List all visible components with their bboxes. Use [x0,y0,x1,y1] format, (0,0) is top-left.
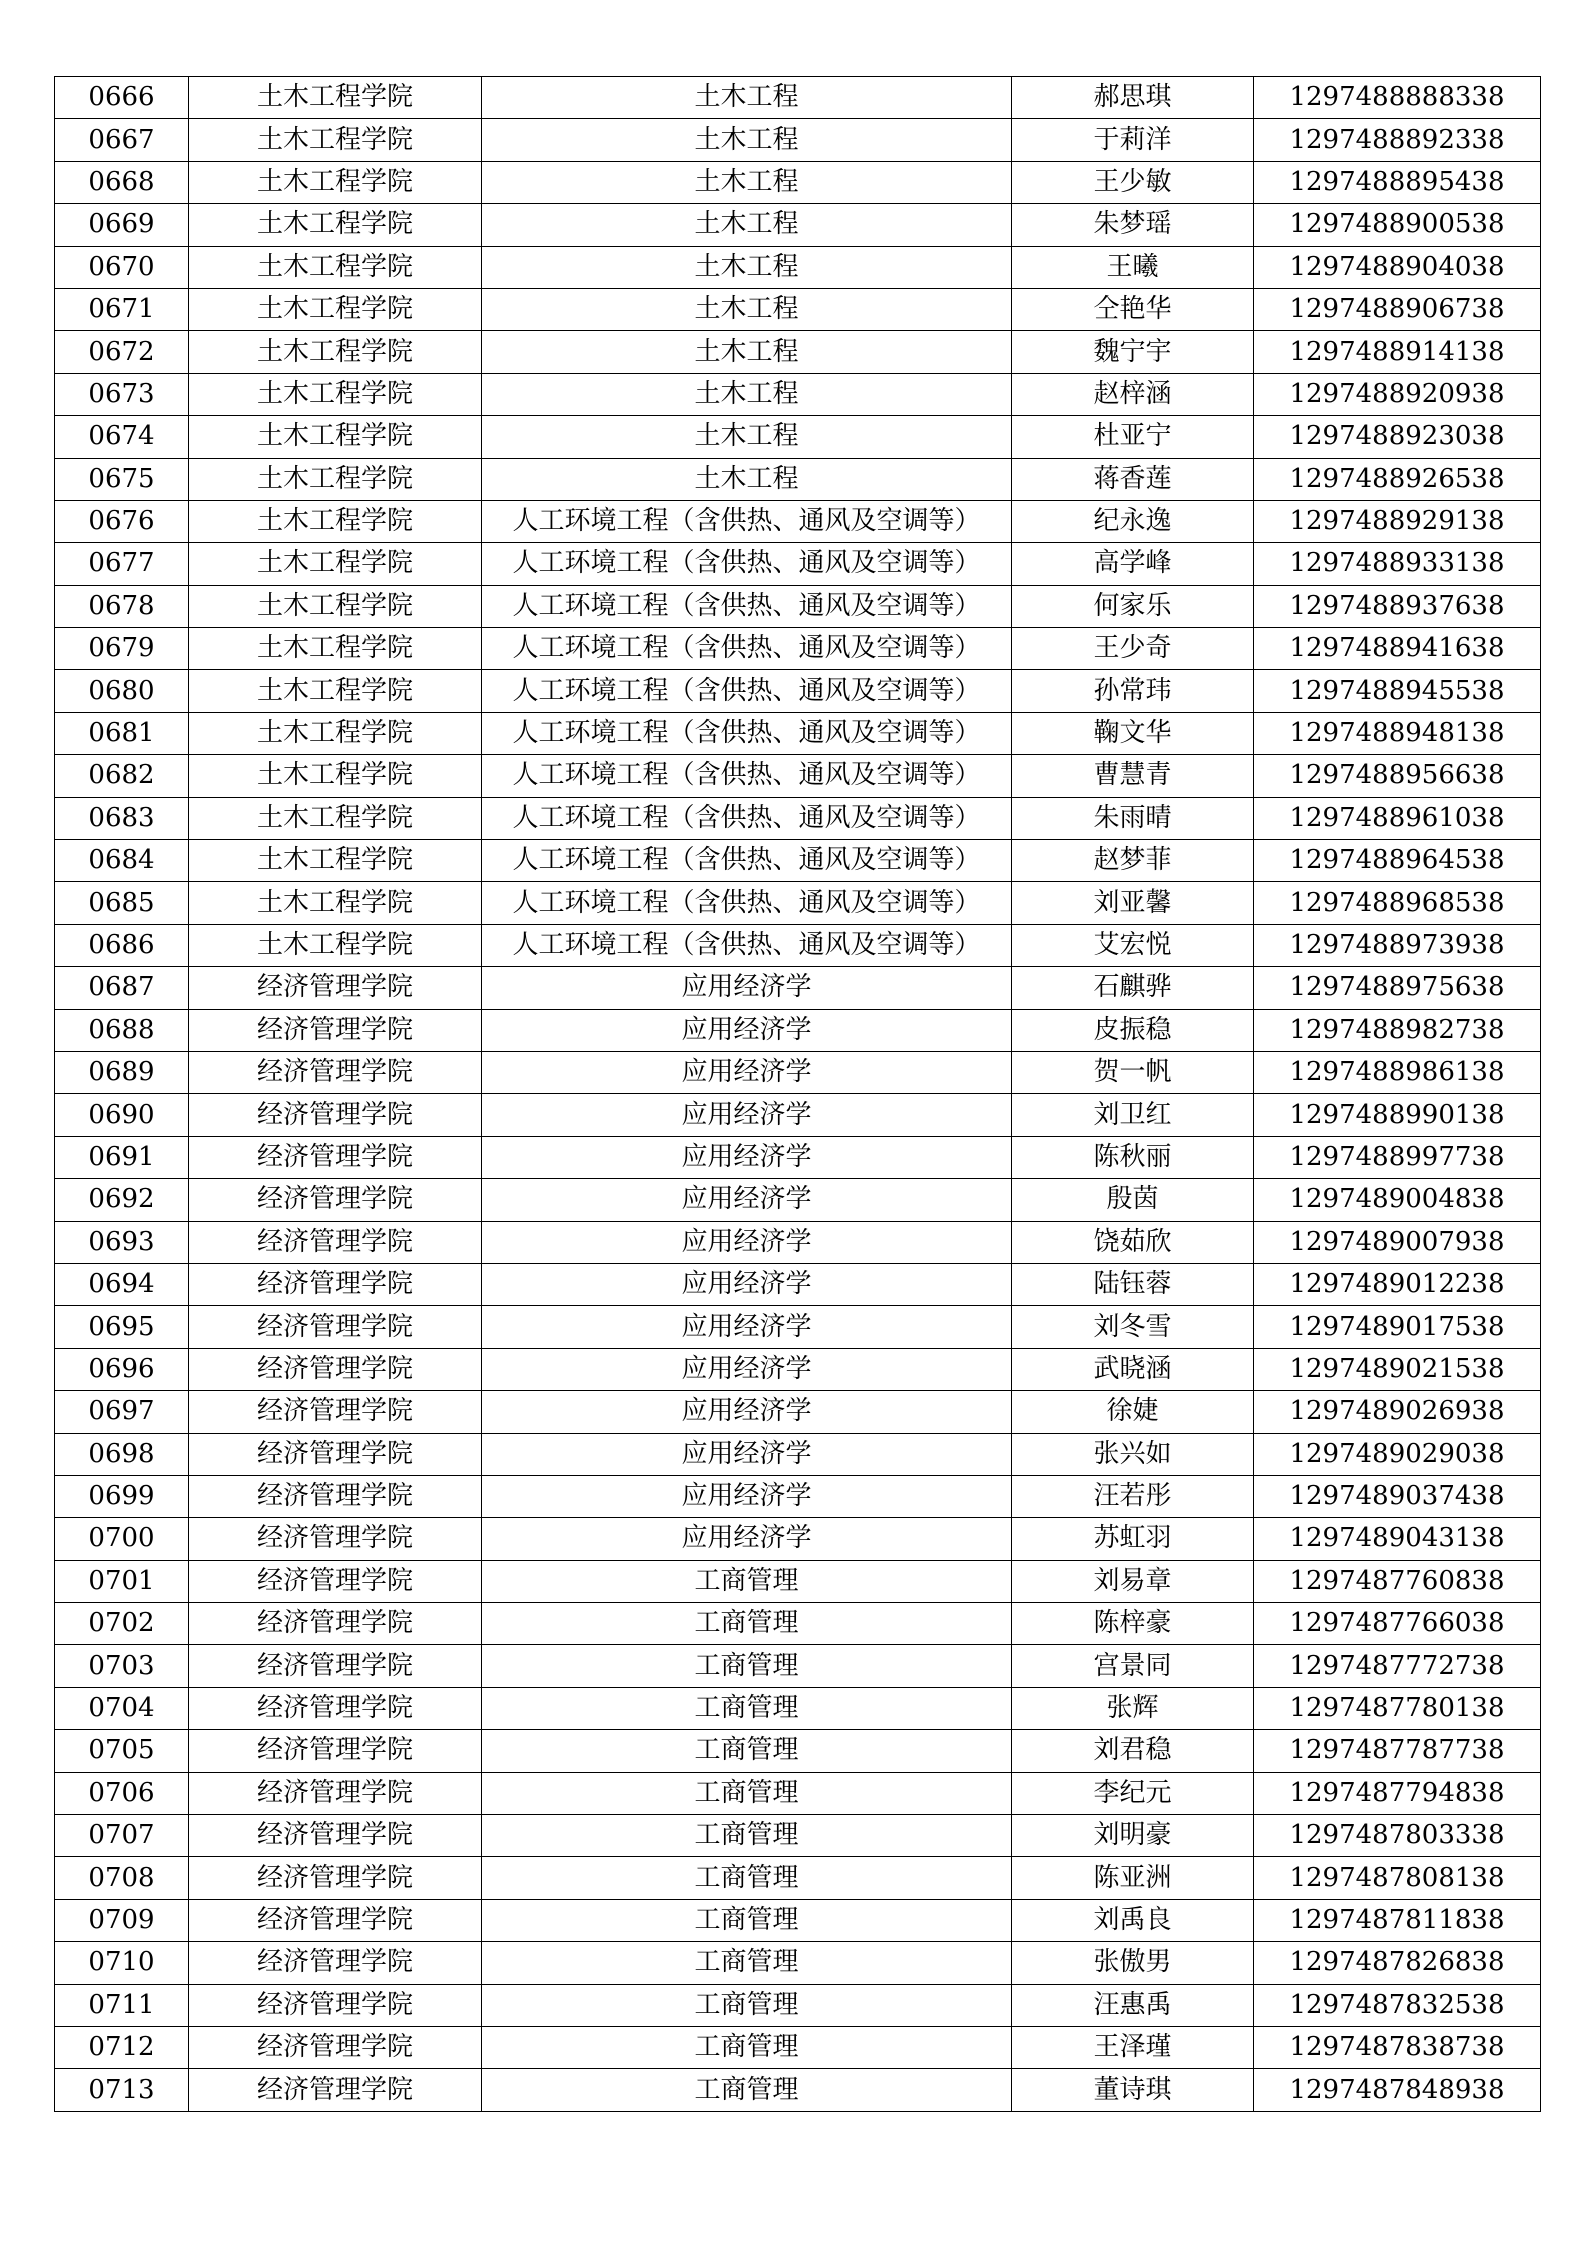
serial-number-cell: 0708 [55,1857,189,1899]
student-name-cell: 鞠文华 [1012,712,1254,754]
serial-number-cell: 0678 [55,585,189,627]
table-row [55,924,1541,966]
serial-number-cell: 0702 [55,1603,189,1645]
student-name-cell: 宫景同 [1012,1645,1254,1687]
table-row [55,670,1541,712]
student-name-cell: 蒋香莲 [1012,458,1254,500]
ticket-number-cell: 1297488892338 [1254,119,1541,161]
serial-number-cell: 0668 [55,161,189,203]
college-cell: 土木工程学院 [189,458,482,500]
table-row [55,1094,1541,1136]
serial-number-cell: 0696 [55,1348,189,1390]
major-cell: 人工环境工程（含供热、通风及空调等） [482,840,1012,882]
serial-number-cell: 0676 [55,500,189,542]
ticket-number-cell: 1297488986138 [1254,1051,1541,1093]
ticket-number-cell: 1297488888338 [1254,77,1541,119]
student-name-cell: 刘卫红 [1012,1094,1254,1136]
table-row [55,458,1541,500]
student-name-cell: 徐婕 [1012,1391,1254,1433]
ticket-number-cell: 1297488945538 [1254,670,1541,712]
table-row [55,1645,1541,1687]
college-cell: 土木工程学院 [189,924,482,966]
college-cell: 经济管理学院 [189,967,482,1009]
student-name-cell: 李纪元 [1012,1772,1254,1814]
college-cell: 经济管理学院 [189,1263,482,1305]
major-cell: 人工环境工程（含供热、通风及空调等） [482,585,1012,627]
ticket-number-cell: 1297488973938 [1254,924,1541,966]
ticket-number-cell: 1297489007938 [1254,1221,1541,1263]
college-cell: 经济管理学院 [189,1942,482,1984]
major-cell: 土木工程 [482,373,1012,415]
college-cell: 土木工程学院 [189,755,482,797]
table-row [55,628,1541,670]
major-cell: 人工环境工程（含供热、通风及空调等） [482,882,1012,924]
ticket-number-cell: 1297488920938 [1254,373,1541,415]
ticket-number-cell: 1297487808138 [1254,1857,1541,1899]
serial-number-cell: 0684 [55,840,189,882]
major-cell: 应用经济学 [482,1391,1012,1433]
student-name-cell: 纪永逸 [1012,500,1254,542]
major-cell: 应用经济学 [482,1348,1012,1390]
table-row [55,967,1541,1009]
major-cell: 应用经济学 [482,1136,1012,1178]
ticket-number-cell: 1297487803338 [1254,1815,1541,1857]
serial-number-cell: 0691 [55,1136,189,1178]
serial-number-cell: 0695 [55,1306,189,1348]
table-row [55,1221,1541,1263]
major-cell: 人工环境工程（含供热、通风及空调等） [482,628,1012,670]
college-cell: 土木工程学院 [189,543,482,585]
table-row [55,1009,1541,1051]
student-name-cell: 刘禹良 [1012,1899,1254,1941]
serial-number-cell: 0675 [55,458,189,500]
college-cell: 土木工程学院 [189,882,482,924]
ticket-number-cell: 1297487838738 [1254,2026,1541,2068]
table-row [55,1518,1541,1560]
serial-number-cell: 0683 [55,797,189,839]
major-cell: 工商管理 [482,1815,1012,1857]
ticket-number-cell: 1297488990138 [1254,1094,1541,1136]
table-row [55,1433,1541,1475]
ticket-number-cell: 1297488933138 [1254,543,1541,585]
table-row [55,1984,1541,2026]
ticket-number-cell: 1297488914138 [1254,331,1541,373]
major-cell: 人工环境工程（含供热、通风及空调等） [482,500,1012,542]
college-cell: 土木工程学院 [189,797,482,839]
major-cell: 工商管理 [482,1560,1012,1602]
table-row [55,1815,1541,1857]
major-cell: 人工环境工程（含供热、通风及空调等） [482,670,1012,712]
student-name-cell: 仝艳华 [1012,288,1254,330]
table-row [55,161,1541,203]
student-name-cell: 皮振稳 [1012,1009,1254,1051]
major-cell: 土木工程 [482,119,1012,161]
student-name-cell: 殷茵 [1012,1179,1254,1221]
table-row [55,1942,1541,1984]
ticket-number-cell: 1297488926538 [1254,458,1541,500]
student-name-cell: 于莉洋 [1012,119,1254,161]
serial-number-cell: 0712 [55,2026,189,2068]
college-cell: 土木工程学院 [189,204,482,246]
college-cell: 经济管理学院 [189,1560,482,1602]
college-cell: 土木工程学院 [189,373,482,415]
table-row [55,1687,1541,1729]
student-name-cell: 魏宁宇 [1012,331,1254,373]
serial-number-cell: 0689 [55,1051,189,1093]
major-cell: 人工环境工程（含供热、通风及空调等） [482,797,1012,839]
major-cell: 工商管理 [482,1687,1012,1729]
serial-number-cell: 0707 [55,1815,189,1857]
college-cell: 经济管理学院 [189,1094,482,1136]
roster-table-body [55,77,1541,2112]
ticket-number-cell: 1297488997738 [1254,1136,1541,1178]
ticket-number-cell: 1297488975638 [1254,967,1541,1009]
college-cell: 经济管理学院 [189,2026,482,2068]
major-cell: 土木工程 [482,77,1012,119]
ticket-number-cell: 1297489043138 [1254,1518,1541,1560]
serial-number-cell: 0704 [55,1687,189,1729]
table-row [55,2026,1541,2068]
college-cell: 经济管理学院 [189,1009,482,1051]
college-cell: 经济管理学院 [189,1857,482,1899]
table-row [55,1772,1541,1814]
ticket-number-cell: 1297487780138 [1254,1687,1541,1729]
student-name-cell: 张辉 [1012,1687,1254,1729]
major-cell: 应用经济学 [482,1009,1012,1051]
student-name-cell: 孙常玮 [1012,670,1254,712]
table-row [55,331,1541,373]
table-row [55,1857,1541,1899]
ticket-number-cell: 1297487772738 [1254,1645,1541,1687]
major-cell: 应用经济学 [482,1094,1012,1136]
college-cell: 经济管理学院 [189,1475,482,1517]
student-name-cell: 张傲男 [1012,1942,1254,1984]
serial-number-cell: 0667 [55,119,189,161]
ticket-number-cell: 1297488941638 [1254,628,1541,670]
college-cell: 土木工程学院 [189,840,482,882]
serial-number-cell: 0686 [55,924,189,966]
major-cell: 土木工程 [482,331,1012,373]
ticket-number-cell: 1297487766038 [1254,1603,1541,1645]
table-row [55,1348,1541,1390]
college-cell: 土木工程学院 [189,77,482,119]
student-name-cell: 刘君稳 [1012,1730,1254,1772]
serial-number-cell: 0681 [55,712,189,754]
table-row [55,797,1541,839]
serial-number-cell: 0709 [55,1899,189,1941]
student-name-cell: 汪若彤 [1012,1475,1254,1517]
major-cell: 工商管理 [482,1899,1012,1941]
table-row [55,1899,1541,1941]
student-name-cell: 赵梓涵 [1012,373,1254,415]
ticket-number-cell: 1297488895438 [1254,161,1541,203]
college-cell: 土木工程学院 [189,712,482,754]
college-cell: 经济管理学院 [189,1306,482,1348]
student-name-cell: 陈梓豪 [1012,1603,1254,1645]
serial-number-cell: 0673 [55,373,189,415]
college-cell: 经济管理学院 [189,1687,482,1729]
college-cell: 经济管理学院 [189,1899,482,1941]
serial-number-cell: 0703 [55,1645,189,1687]
college-cell: 经济管理学院 [189,2069,482,2111]
table-row [55,1179,1541,1221]
table-row [55,755,1541,797]
table-row [55,373,1541,415]
table-row [55,585,1541,627]
serial-number-cell: 0679 [55,628,189,670]
table-row [55,500,1541,542]
college-cell: 土木工程学院 [189,119,482,161]
ticket-number-cell: 1297487832538 [1254,1984,1541,2026]
student-name-cell: 石麒骅 [1012,967,1254,1009]
major-cell: 应用经济学 [482,1518,1012,1560]
ticket-number-cell: 1297488929138 [1254,500,1541,542]
student-name-cell: 王少奇 [1012,628,1254,670]
student-name-cell: 董诗琪 [1012,2069,1254,2111]
college-cell: 土木工程学院 [189,670,482,712]
college-cell: 土木工程学院 [189,331,482,373]
college-cell: 土木工程学院 [189,585,482,627]
college-cell: 经济管理学院 [189,1730,482,1772]
ticket-number-cell: 1297487760838 [1254,1560,1541,1602]
student-name-cell: 朱雨晴 [1012,797,1254,839]
ticket-number-cell: 1297487811838 [1254,1899,1541,1941]
college-cell: 土木工程学院 [189,246,482,288]
college-cell: 经济管理学院 [189,1433,482,1475]
table-row [55,77,1541,119]
college-cell: 经济管理学院 [189,1221,482,1263]
student-name-cell: 刘冬雪 [1012,1306,1254,1348]
ticket-number-cell: 1297488937638 [1254,585,1541,627]
college-cell: 经济管理学院 [189,1603,482,1645]
major-cell: 土木工程 [482,458,1012,500]
major-cell: 土木工程 [482,204,1012,246]
table-row [55,1136,1541,1178]
major-cell: 土木工程 [482,416,1012,458]
serial-number-cell: 0698 [55,1433,189,1475]
serial-number-cell: 0700 [55,1518,189,1560]
serial-number-cell: 0693 [55,1221,189,1263]
table-row [55,246,1541,288]
student-name-cell: 郝思琪 [1012,77,1254,119]
major-cell: 工商管理 [482,1857,1012,1899]
college-cell: 经济管理学院 [189,1136,482,1178]
student-name-cell: 陈亚洲 [1012,1857,1254,1899]
college-cell: 土木工程学院 [189,288,482,330]
major-cell: 工商管理 [482,1730,1012,1772]
student-name-cell: 张兴如 [1012,1433,1254,1475]
serial-number-cell: 0694 [55,1263,189,1305]
table-row [55,416,1541,458]
table-row [55,1306,1541,1348]
ticket-number-cell: 1297487826838 [1254,1942,1541,1984]
serial-number-cell: 0688 [55,1009,189,1051]
serial-number-cell: 0671 [55,288,189,330]
ticket-number-cell: 1297488906738 [1254,288,1541,330]
serial-number-cell: 0690 [55,1094,189,1136]
ticket-number-cell: 1297489004838 [1254,1179,1541,1221]
student-name-cell: 杜亚宁 [1012,416,1254,458]
student-name-cell: 汪惠禹 [1012,1984,1254,2026]
roster-table [54,76,1541,2112]
serial-number-cell: 0677 [55,543,189,585]
student-name-cell: 刘亚馨 [1012,882,1254,924]
major-cell: 人工环境工程（含供热、通风及空调等） [482,755,1012,797]
serial-number-cell: 0699 [55,1475,189,1517]
table-row [55,712,1541,754]
table-row [55,1051,1541,1093]
serial-number-cell: 0670 [55,246,189,288]
student-name-cell: 陆钰蓉 [1012,1263,1254,1305]
major-cell: 土木工程 [482,288,1012,330]
student-name-cell: 王曦 [1012,246,1254,288]
college-cell: 土木工程学院 [189,161,482,203]
serial-number-cell: 0685 [55,882,189,924]
college-cell: 经济管理学院 [189,1518,482,1560]
student-name-cell: 刘易章 [1012,1560,1254,1602]
major-cell: 工商管理 [482,1645,1012,1687]
ticket-number-cell: 1297489021538 [1254,1348,1541,1390]
serial-number-cell: 0710 [55,1942,189,1984]
major-cell: 应用经济学 [482,1051,1012,1093]
ticket-number-cell: 1297489037438 [1254,1475,1541,1517]
major-cell: 土木工程 [482,161,1012,203]
student-name-cell: 刘明豪 [1012,1815,1254,1857]
table-row [55,204,1541,246]
table-row [55,1391,1541,1433]
college-cell: 经济管理学院 [189,1179,482,1221]
serial-number-cell: 0669 [55,204,189,246]
student-name-cell: 朱梦瑶 [1012,204,1254,246]
serial-number-cell: 0705 [55,1730,189,1772]
major-cell: 应用经济学 [482,1179,1012,1221]
student-name-cell: 高学峰 [1012,543,1254,585]
ticket-number-cell: 1297488900538 [1254,204,1541,246]
student-name-cell: 饶茹欣 [1012,1221,1254,1263]
ticket-number-cell: 1297487787738 [1254,1730,1541,1772]
serial-number-cell: 0713 [55,2069,189,2111]
college-cell: 经济管理学院 [189,1815,482,1857]
major-cell: 应用经济学 [482,1263,1012,1305]
college-cell: 土木工程学院 [189,416,482,458]
major-cell: 工商管理 [482,1984,1012,2026]
major-cell: 人工环境工程（含供热、通风及空调等） [482,543,1012,585]
college-cell: 经济管理学院 [189,1391,482,1433]
student-name-cell: 武晓涵 [1012,1348,1254,1390]
college-cell: 土木工程学院 [189,628,482,670]
student-name-cell: 陈秋丽 [1012,1136,1254,1178]
ticket-number-cell: 1297488904038 [1254,246,1541,288]
college-cell: 经济管理学院 [189,1348,482,1390]
major-cell: 工商管理 [482,2069,1012,2111]
major-cell: 人工环境工程（含供热、通风及空调等） [482,712,1012,754]
major-cell: 应用经济学 [482,1475,1012,1517]
table-row [55,543,1541,585]
major-cell: 土木工程 [482,246,1012,288]
serial-number-cell: 0692 [55,1179,189,1221]
serial-number-cell: 0687 [55,967,189,1009]
ticket-number-cell: 1297489029038 [1254,1433,1541,1475]
college-cell: 经济管理学院 [189,1645,482,1687]
ticket-number-cell: 1297488964538 [1254,840,1541,882]
table-row [55,840,1541,882]
table-row [55,1475,1541,1517]
major-cell: 应用经济学 [482,967,1012,1009]
table-row [55,1263,1541,1305]
table-row [55,1603,1541,1645]
table-row [55,1560,1541,1602]
serial-number-cell: 0697 [55,1391,189,1433]
ticket-number-cell: 1297487848938 [1254,2069,1541,2111]
ticket-number-cell: 1297488923038 [1254,416,1541,458]
serial-number-cell: 0682 [55,755,189,797]
major-cell: 应用经济学 [482,1306,1012,1348]
ticket-number-cell: 1297488961038 [1254,797,1541,839]
table-row [55,119,1541,161]
student-name-cell: 王泽瑾 [1012,2026,1254,2068]
college-cell: 经济管理学院 [189,1984,482,2026]
serial-number-cell: 0666 [55,77,189,119]
ticket-number-cell: 1297488956638 [1254,755,1541,797]
serial-number-cell: 0706 [55,1772,189,1814]
serial-number-cell: 0672 [55,331,189,373]
table-row [55,288,1541,330]
table-row [55,1730,1541,1772]
student-name-cell: 曹慧青 [1012,755,1254,797]
major-cell: 人工环境工程（含供热、通风及空调等） [482,924,1012,966]
ticket-number-cell: 1297489017538 [1254,1306,1541,1348]
serial-number-cell: 0701 [55,1560,189,1602]
major-cell: 应用经济学 [482,1433,1012,1475]
student-name-cell: 苏虹羽 [1012,1518,1254,1560]
student-name-cell: 王少敏 [1012,161,1254,203]
ticket-number-cell: 1297487794838 [1254,1772,1541,1814]
table-row [55,2069,1541,2111]
ticket-number-cell: 1297488948138 [1254,712,1541,754]
major-cell: 工商管理 [482,1772,1012,1814]
major-cell: 工商管理 [482,1942,1012,1984]
student-name-cell: 贺一帆 [1012,1051,1254,1093]
serial-number-cell: 0680 [55,670,189,712]
student-name-cell: 赵梦菲 [1012,840,1254,882]
student-name-cell: 艾宏悦 [1012,924,1254,966]
major-cell: 工商管理 [482,1603,1012,1645]
ticket-number-cell: 1297489026938 [1254,1391,1541,1433]
student-name-cell: 何家乐 [1012,585,1254,627]
major-cell: 应用经济学 [482,1221,1012,1263]
ticket-number-cell: 1297488968538 [1254,882,1541,924]
college-cell: 经济管理学院 [189,1772,482,1814]
major-cell: 工商管理 [482,2026,1012,2068]
college-cell: 经济管理学院 [189,1051,482,1093]
serial-number-cell: 0674 [55,416,189,458]
table-row [55,882,1541,924]
college-cell: 土木工程学院 [189,500,482,542]
serial-number-cell: 0711 [55,1984,189,2026]
ticket-number-cell: 1297488982738 [1254,1009,1541,1051]
ticket-number-cell: 1297489012238 [1254,1263,1541,1305]
